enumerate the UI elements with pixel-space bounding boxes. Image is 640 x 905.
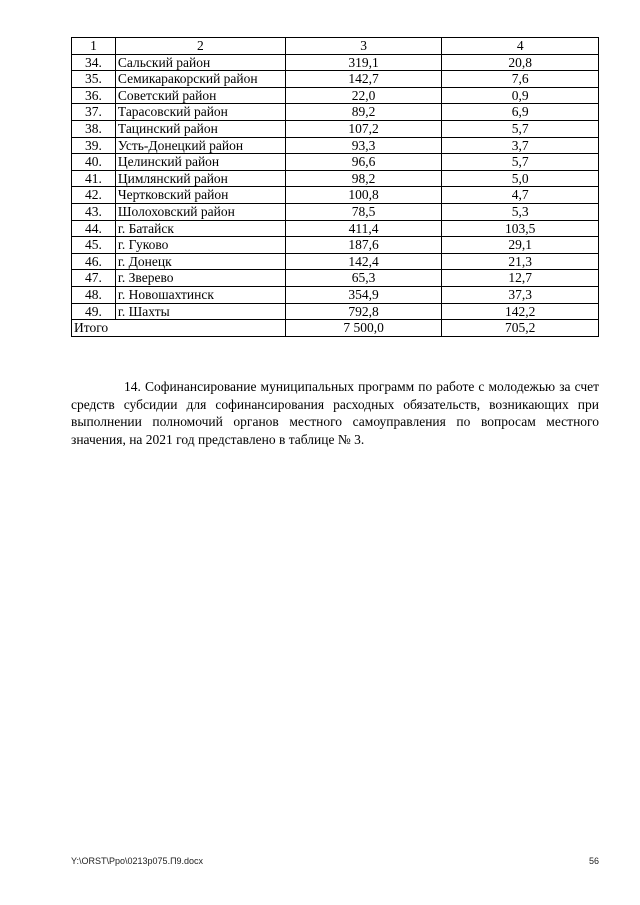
value-col-3: 98,2	[285, 170, 442, 187]
row-number: 47.	[72, 270, 116, 287]
municipality-name: г. Гуково	[115, 237, 285, 254]
value-col-4: 12,7	[442, 270, 599, 287]
table-row	[72, 303, 599, 320]
value-col-3: 22,0	[285, 87, 442, 104]
table-row	[72, 220, 599, 237]
value-col-4: 142,2	[442, 303, 599, 320]
row-number: 48.	[72, 286, 116, 303]
row-number: 34.	[72, 54, 116, 71]
value-col-3: 65,3	[285, 270, 442, 287]
municipality-name: Цимлянский район	[115, 170, 285, 187]
table-row	[72, 253, 599, 270]
value-col-3: 319,1	[285, 54, 442, 71]
municipality-name: Тацинский район	[115, 120, 285, 137]
municipality-name: г. Донецк	[115, 253, 285, 270]
value-col-4: 37,3	[442, 286, 599, 303]
value-col-3: 142,7	[285, 71, 442, 88]
municipality-name: Советский район	[115, 87, 285, 104]
header-cell: 2	[115, 38, 285, 55]
total-value-col-4: 705,2	[442, 320, 599, 337]
footer-page-number: 56	[588, 856, 599, 866]
value-col-3: 142,4	[285, 253, 442, 270]
table-row	[72, 137, 599, 154]
table-row	[72, 237, 599, 254]
municipality-name: г. Шахты	[115, 303, 285, 320]
table-row	[72, 154, 599, 171]
value-col-4: 7,6	[442, 71, 599, 88]
row-number: 38.	[72, 120, 116, 137]
value-col-3: 792,8	[285, 303, 442, 320]
value-col-4: 21,3	[442, 253, 599, 270]
table-row	[72, 71, 599, 88]
table-row	[72, 170, 599, 187]
value-col-3: 354,9	[285, 286, 442, 303]
header-cell: 3	[285, 38, 442, 55]
row-number: 37.	[72, 104, 116, 121]
value-col-3: 107,2	[285, 120, 442, 137]
value-col-4: 20,8	[442, 54, 599, 71]
row-number: 43.	[72, 203, 116, 220]
value-col-4: 6,9	[442, 104, 599, 121]
table-row	[72, 203, 599, 220]
total-value-col-3: 7 500,0	[285, 320, 442, 337]
subsidy-table	[71, 37, 599, 337]
row-number: 45.	[72, 237, 116, 254]
value-col-3: 96,6	[285, 154, 442, 171]
municipality-name: г. Батайск	[115, 220, 285, 237]
paragraph-14: 14. Софинансирование муниципальных программ по работе с молодежью за счет средств субсидии для софинансирования расходных обязательств, возникающих при выполнении полномочий органов местного самоуправления по вопросам местного значения, на 2021 год представлено в таблице № 3.	[71, 379, 599, 448]
value-col-4: 5,7	[442, 154, 599, 171]
row-number: 41.	[72, 170, 116, 187]
header-cell: 4	[442, 38, 599, 55]
municipality-name: Целинский район	[115, 154, 285, 171]
value-col-3: 89,2	[285, 104, 442, 121]
row-number: 42.	[72, 187, 116, 204]
value-col-4: 5,7	[442, 120, 599, 137]
row-number: 40.	[72, 154, 116, 171]
municipality-name: г. Новошахтинск	[115, 286, 285, 303]
table-row	[72, 120, 599, 137]
value-col-4: 5,0	[442, 170, 599, 187]
value-col-3: 78,5	[285, 203, 442, 220]
row-number: 35.	[72, 71, 116, 88]
row-number: 46.	[72, 253, 116, 270]
municipality-name: Сальский район	[115, 54, 285, 71]
table-header-row	[72, 38, 599, 55]
municipality-name: Шолоховский район	[115, 203, 285, 220]
value-col-4: 4,7	[442, 187, 599, 204]
value-col-3: 187,6	[285, 237, 442, 254]
total-label: Итого	[72, 320, 286, 337]
header-cell: 1	[72, 38, 116, 55]
footer-file-path: Y:\ORST\Ppo\0213p075.П9.docx	[71, 856, 204, 866]
municipality-name: г. Зверево	[115, 270, 285, 287]
value-col-3: 93,3	[285, 137, 442, 154]
value-col-4: 103,5	[442, 220, 599, 237]
value-col-4: 0,9	[442, 87, 599, 104]
table-row	[72, 187, 599, 204]
municipality-name: Чертковский район	[115, 187, 285, 204]
table-row	[72, 286, 599, 303]
municipality-name: Тарасовский район	[115, 104, 285, 121]
row-number: 49.	[72, 303, 116, 320]
value-col-4: 5,3	[442, 203, 599, 220]
table-total-row	[72, 320, 599, 337]
municipality-name: Семикаракорский район	[115, 71, 285, 88]
municipality-name: Усть-Донецкий район	[115, 137, 285, 154]
row-number: 36.	[72, 87, 116, 104]
table-row	[72, 87, 599, 104]
value-col-4: 3,7	[442, 137, 599, 154]
value-col-4: 29,1	[442, 237, 599, 254]
table-row	[72, 270, 599, 287]
value-col-3: 411,4	[285, 220, 442, 237]
row-number: 39.	[72, 137, 116, 154]
table-row	[72, 104, 599, 121]
table-row	[72, 54, 599, 71]
value-col-3: 100,8	[285, 187, 442, 204]
row-number: 44.	[72, 220, 116, 237]
